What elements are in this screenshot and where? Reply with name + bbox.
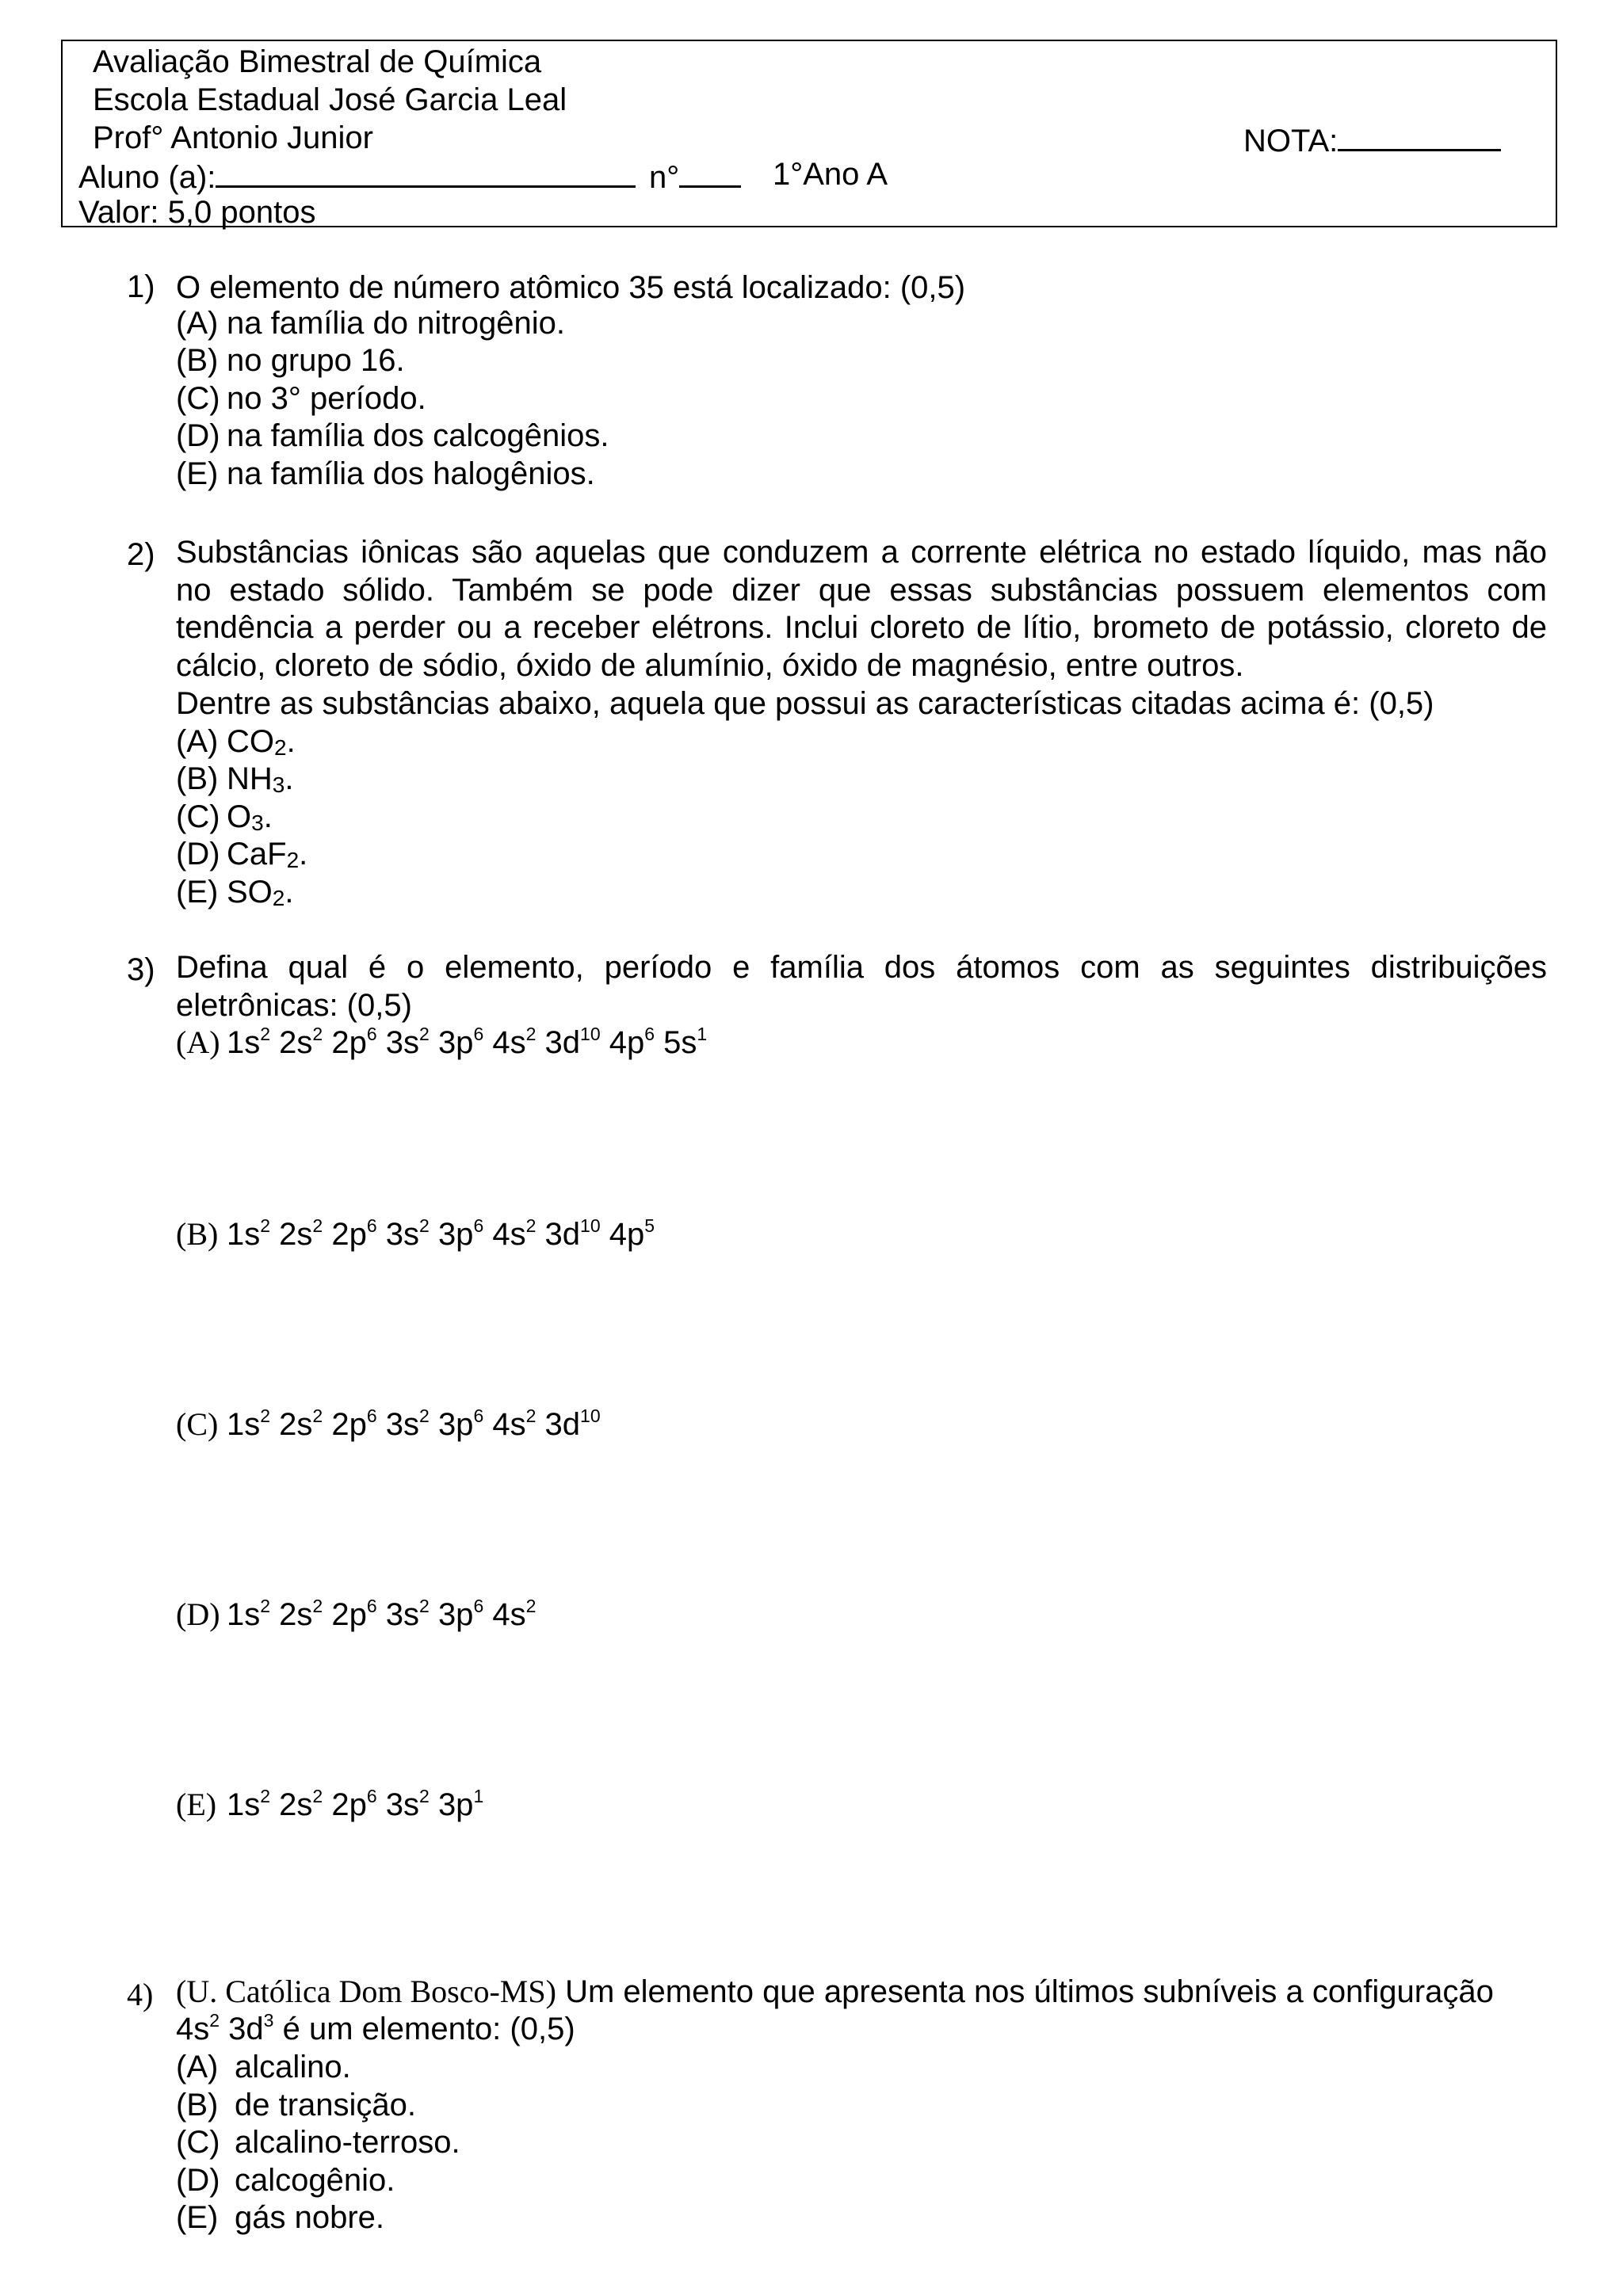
config-term: $4s^2$ xyxy=(492,1215,537,1252)
config-term: $2p^6$ xyxy=(331,1215,377,1252)
option-letter: (C) xyxy=(176,2125,220,2160)
config-term: $4p^6$ xyxy=(609,1024,655,1060)
option-d[interactable] xyxy=(176,420,609,452)
config-term: $2s^2$ xyxy=(279,1596,323,1632)
config-letter: (A) xyxy=(176,1024,220,1060)
question-number: 4) xyxy=(127,1977,154,2012)
option-letter: (E) xyxy=(176,456,219,491)
option-d[interactable] xyxy=(176,2164,395,2196)
config-term: $3s^2$ xyxy=(385,1024,430,1060)
formula-end: . xyxy=(299,837,308,871)
config-term: $2p^6$ xyxy=(331,1786,377,1822)
option-c[interactable] xyxy=(176,2126,460,2158)
option-text: na família do nitrogênio. xyxy=(227,306,565,341)
question-prompt: Dentre as substâncias abaixo, aquela que possui as características citadas acima é: (0,5) xyxy=(176,686,1434,721)
option-letter: (C) xyxy=(176,799,220,834)
config-term: $2p^6$ xyxy=(331,1596,377,1632)
exam-header xyxy=(61,40,1557,230)
config-term: $3p^6$ xyxy=(437,1215,484,1252)
config-letter: (E) xyxy=(176,1787,217,1822)
config-c xyxy=(176,1405,601,1442)
teacher-name: Prof° Antonio Junior xyxy=(93,120,373,155)
student-field xyxy=(78,158,636,193)
option-b[interactable] xyxy=(176,763,293,795)
config-term: $3s^2$ xyxy=(385,1786,430,1822)
option-letter: (A) xyxy=(176,724,219,759)
formula-end: . xyxy=(286,724,296,759)
question-number: 3) xyxy=(127,952,155,987)
config-term: $1s^2$ xyxy=(227,1215,271,1252)
option-text: alcalino-terroso. xyxy=(235,2125,460,2160)
question-text-b: é um elemento: (0,5) xyxy=(282,2012,575,2046)
option-e[interactable] xyxy=(176,2202,384,2233)
config-term: $3d^{10}$ xyxy=(544,1024,601,1060)
option-a[interactable] xyxy=(176,307,565,339)
formula-end: . xyxy=(263,799,273,834)
option-text: na família dos halogênios. xyxy=(227,456,595,491)
config-term: $4s^2$ xyxy=(492,1596,537,1632)
grade-blank[interactable] xyxy=(1338,122,1501,151)
formula-end: . xyxy=(285,761,294,796)
config-term: $2s^2$ xyxy=(279,1786,323,1822)
option-a[interactable] xyxy=(176,724,296,760)
option-letter: (C) xyxy=(176,381,220,416)
student-name-blank[interactable] xyxy=(216,158,636,188)
option-b[interactable] xyxy=(176,345,405,376)
class-label: 1°Ano A xyxy=(773,157,888,192)
question-text: Substâncias iônicas são aquelas que conduzem a corrente elétrica no estado líquido, mas não no estado sólido. Também se pode dizer que essas substâncias possuem elementos com tendência a perder ou a receber elétrons. Inclui cloreto de lítio, brometo de potássio, cloreto de cálcio, cloreto de sódio, óxido de alumínio, óxido de magnésio, entre outros. xyxy=(176,535,1547,683)
option-letter: (A) xyxy=(176,2050,219,2084)
value-label: Valor: 5,0 pontos xyxy=(78,195,316,230)
question-text: Defina qual é o elemento, período e família dos átomos com as seguintes distribuições eletrônicas: (0,5) xyxy=(176,950,1547,1023)
config-e xyxy=(176,1786,484,1822)
config-b xyxy=(176,1215,655,1252)
question-text xyxy=(176,1976,1494,2008)
formula-subscript: 2 xyxy=(286,848,300,872)
number-blank[interactable] xyxy=(679,158,741,188)
config-term: $3d^{10}$ xyxy=(544,1215,601,1252)
option-letter: (E) xyxy=(176,875,219,910)
config-term: $2s^2$ xyxy=(279,1405,323,1442)
config-letter: (C) xyxy=(176,1406,219,1442)
config-term: $4s^2$ xyxy=(492,1024,537,1060)
config-term: $3p^1$ xyxy=(437,1786,484,1822)
config-term: $3d^3$ xyxy=(228,2010,274,2046)
config-term: $1s^2$ xyxy=(227,1786,271,1822)
number-field xyxy=(649,158,741,193)
option-text: na família dos calcogênios. xyxy=(227,418,609,453)
config-term: $1s^2$ xyxy=(227,1405,271,1442)
option-text: no grupo 16. xyxy=(227,343,405,378)
config-term: $3p^6$ xyxy=(437,1596,484,1632)
option-letter: (E) xyxy=(176,2200,219,2235)
config-letter: (D) xyxy=(176,1596,220,1632)
option-letter: (D) xyxy=(176,418,220,453)
student-label: Aluno (a): xyxy=(78,160,216,195)
config-a xyxy=(176,1024,708,1060)
config-letter: (B) xyxy=(176,1216,219,1252)
question-text-line2 xyxy=(176,2010,575,2046)
option-b[interactable] xyxy=(176,2089,416,2121)
config-inline xyxy=(176,2012,273,2046)
exam-title: Avaliação Bimestral de Química xyxy=(93,44,542,79)
formula: SO xyxy=(227,875,273,910)
option-text: de transição. xyxy=(235,2088,417,2122)
config-term: $3p^6$ xyxy=(437,1024,484,1060)
option-letter: (D) xyxy=(176,2163,220,2198)
option-a[interactable] xyxy=(176,2051,351,2083)
config-term: $2p^6$ xyxy=(331,1024,377,1060)
question-source: (U. Católica Dom Bosco-MS) xyxy=(176,1974,556,2009)
option-letter: (B) xyxy=(176,2088,219,2122)
formula-subscript: 2 xyxy=(274,735,287,760)
config-term: $4p^5$ xyxy=(609,1215,655,1252)
config-term: $1s^2$ xyxy=(227,1024,271,1060)
option-text: gás nobre. xyxy=(235,2200,385,2235)
number-label: n° xyxy=(649,160,680,195)
option-letter: (B) xyxy=(176,761,219,796)
config-term: $3s^2$ xyxy=(385,1215,430,1252)
config-term: $4s^2$ xyxy=(492,1405,537,1442)
option-letter: (D) xyxy=(176,837,220,871)
config-term: $2s^2$ xyxy=(279,1215,323,1252)
formula: O xyxy=(227,799,252,834)
config-term: $4s^2$ xyxy=(176,2010,220,2046)
formula: CaF xyxy=(227,837,287,871)
formula-subscript: 3 xyxy=(251,810,264,835)
option-c[interactable] xyxy=(176,801,273,833)
option-e[interactable] xyxy=(176,458,595,490)
question-number: 1) xyxy=(127,269,155,304)
grade-field xyxy=(1243,122,1501,157)
formula: CO xyxy=(227,724,274,759)
config-term: $3s^2$ xyxy=(385,1596,430,1632)
option-d[interactable] xyxy=(176,838,307,870)
grade-label: NOTA: xyxy=(1243,124,1338,158)
config-term: $3d^{10}$ xyxy=(544,1405,601,1442)
config-term: $1s^2$ xyxy=(227,1596,271,1632)
config-term: $3s^2$ xyxy=(385,1405,430,1442)
config-term: $2p^6$ xyxy=(331,1405,377,1442)
question-text-a: Um elemento que apresenta nos últimos subníveis a configuração xyxy=(565,1974,1494,2009)
option-text: calcogênio. xyxy=(235,2163,395,2198)
option-text: alcalino. xyxy=(235,2050,351,2084)
option-text: no 3° período. xyxy=(227,381,426,416)
config-term: $3p^6$ xyxy=(437,1405,484,1442)
option-letter: (B) xyxy=(176,343,219,378)
config-term: $2s^2$ xyxy=(279,1024,323,1060)
school-name: Escola Estadual José Garcia Leal xyxy=(93,82,567,117)
option-letter: (A) xyxy=(176,306,219,341)
config-d xyxy=(176,1596,537,1632)
option-e[interactable] xyxy=(176,876,294,908)
question-text: O elemento de número atômico 35 está localizado: (0,5) xyxy=(176,270,966,305)
question-number: 2) xyxy=(127,537,155,572)
config-term: $5s^1$ xyxy=(663,1024,708,1060)
option-c[interactable] xyxy=(176,383,426,414)
formula: NH xyxy=(227,761,273,796)
formula-subscript: 2 xyxy=(272,886,285,910)
formula-end: . xyxy=(285,875,294,910)
formula-subscript: 3 xyxy=(272,772,285,797)
